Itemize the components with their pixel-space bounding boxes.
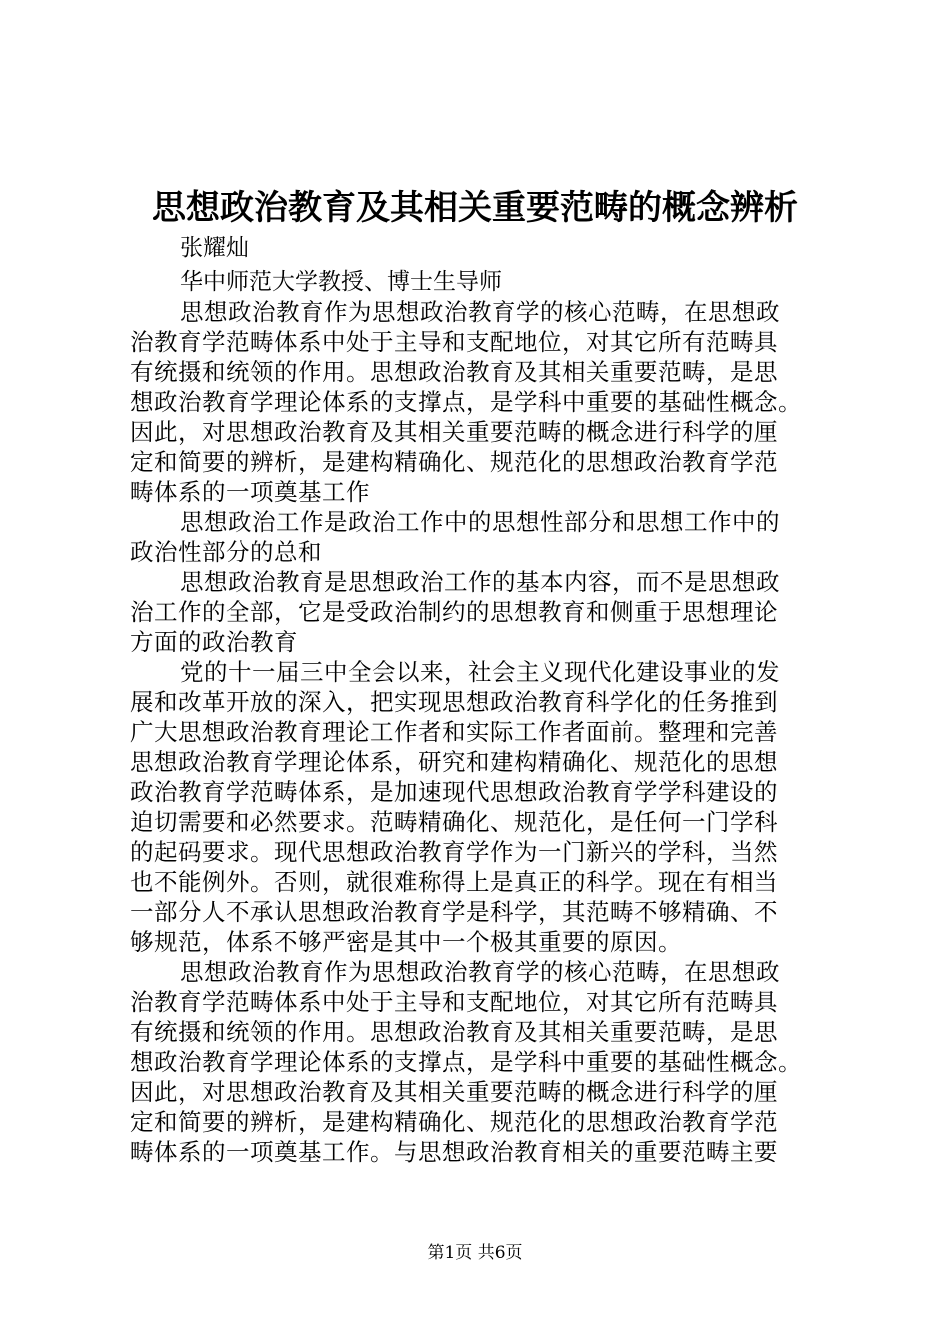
document-title: 思想政治教育及其相关重要范畴的概念辨析: [152, 188, 798, 228]
text-line: 的起码要求。现代思想政治教育学作为一门新兴的学科，当然: [130, 838, 778, 866]
text-line: 思想政治教育是思想政治工作的基本内容，而不是思想政: [180, 568, 780, 596]
text-line: 够规范，体系不够严密是其中一个极其重要的原因。: [130, 928, 682, 956]
text-line: 政治教育学范畴体系，是加速现代思想政治教育学学科建设的: [130, 778, 778, 806]
text-line: 方面的政治教育: [130, 628, 298, 656]
text-line: 迫切需要和必然要求。范畴精确化、规范化，是任何一门学科: [130, 808, 778, 836]
text-line: 思想政治教育学理论体系，研究和建构精确化、规范化的思想: [130, 748, 778, 776]
text-line: 畴体系的一项奠基工作。与思想政治教育相关的重要范畴主要: [130, 1138, 778, 1166]
text-line: 也不能例外。否则，就很难称得上是真正的科学。现在有相当: [130, 868, 778, 896]
text-line: 党的十一届三中全会以来，社会主义现代化建设事业的发: [180, 658, 780, 686]
text-line: 思想政治教育作为思想政治教育学的核心范畴，在思想政: [180, 958, 780, 986]
text-line: 定和简要的辨析，是建构精确化、规范化的思想政治教育学范: [130, 1108, 778, 1136]
page-number-footer: 第1页 共6页: [427, 1243, 523, 1263]
text-line: 因此，对思想政治教育及其相关重要范畴的概念进行科学的厘: [130, 1078, 778, 1106]
author-affiliation: 华中师范大学教授、博士生导师: [180, 269, 502, 295]
text-line: 治教育学范畴体系中处于主导和支配地位，对其它所有范畴具: [130, 328, 778, 356]
text-line: 思想政治教育作为思想政治教育学的核心范畴，在思想政: [180, 298, 780, 326]
text-line: 有统摄和统领的作用。思想政治教育及其相关重要范畴，是思: [130, 358, 778, 386]
text-line: 畴体系的一项奠基工作: [130, 478, 370, 506]
text-line: 想政治教育学理论体系的支撑点，是学科中重要的基础性概念。: [130, 1048, 802, 1076]
text-line: 定和简要的辨析，是建构精确化、规范化的思想政治教育学范: [130, 448, 778, 476]
document-body: [130, 297, 830, 1167]
text-line: 治工作的全部，它是受政治制约的思想教育和侧重于思想理论: [130, 598, 778, 626]
text-line: 治教育学范畴体系中处于主导和支配地位，对其它所有范畴具: [130, 988, 778, 1016]
text-line: 想政治教育学理论体系的支撑点，是学科中重要的基础性概念。: [130, 388, 802, 416]
text-line: 一部分人不承认思想政治教育学是科学，其范畴不够精确、不: [130, 898, 778, 926]
text-line: 因此，对思想政治教育及其相关重要范畴的概念进行科学的厘: [130, 418, 778, 446]
text-line: 政治性部分的总和: [130, 538, 322, 566]
author-name: 张耀灿: [180, 235, 249, 261]
text-line: 有统摄和统领的作用。思想政治教育及其相关重要范畴，是思: [130, 1018, 778, 1046]
text-line: 展和改革开放的深入，把实现思想政治教育科学化的任务推到: [130, 688, 778, 716]
text-line: 广大思想政治教育理论工作者和实际工作者面前。整理和完善: [130, 718, 778, 746]
text-line: 思想政治工作是政治工作中的思想性部分和思想工作中的: [180, 508, 780, 536]
